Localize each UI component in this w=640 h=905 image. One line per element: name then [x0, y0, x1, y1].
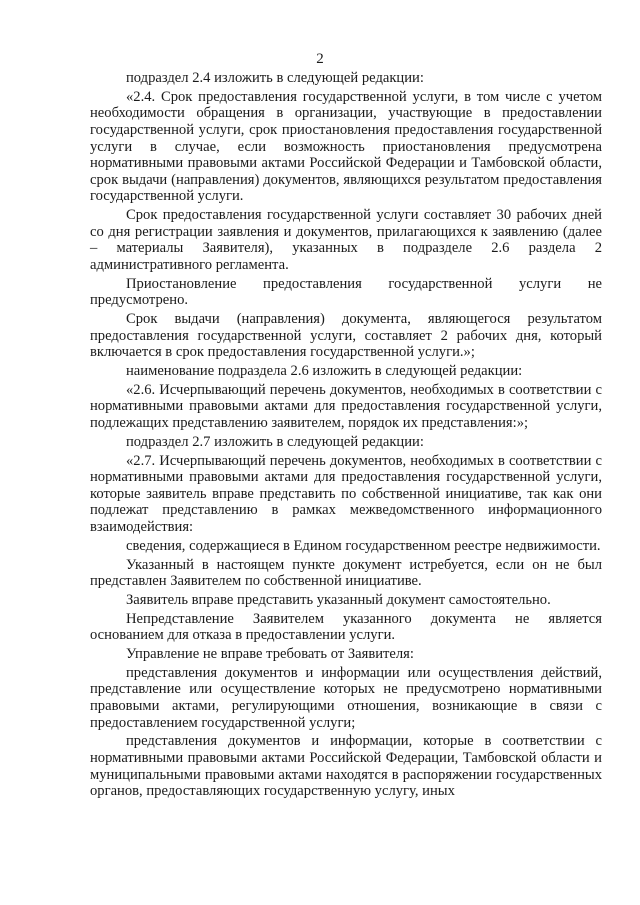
- paragraph: «2.4. Срок предоставления государственной услуги, в том числе с учетом необходимости обращения в организации, участвующие в предоставлении государственной услуги, срок приостановления предоставления государственной услуги в случае, если возможность приостановления предусмотрена нормативными правовыми актами Российской Федерации и Тамбовской области, срок выдачи (направления) документов, являющихся результатом предоставления государственной услуги.: [90, 88, 602, 205]
- document-body: [90, 70, 602, 802]
- paragraph: Срок выдачи (направления) документа, являющегося результатом предоставления государственной услуги, составляет 2 рабочих дня, который включается в срок предоставления государственной услуги.»;: [90, 311, 602, 361]
- paragraph: Управление не вправе требовать от Заявителя:: [126, 646, 414, 663]
- paragraph: представления документов и информации или осуществления действий, представление или осуществление которых не предусмотрено нормативными правовыми актами, регулирующими отношения, возникающие в связи с предоставлением государственной услуги;: [90, 664, 602, 731]
- paragraph: Приостановление предоставления государственной услуги не предусмотрено.: [90, 275, 602, 309]
- paragraph: Срок предоставления государственной услуги составляет 30 рабочих дней со дня регистрации заявления и документов, прилагающихся к заявлению (далее – материалы Заявителя), указанных в подразделе 2.6 раздела 2 административного регламента.: [90, 207, 602, 273]
- paragraph: наименование подраздела 2.6 изложить в следующей редакции:: [126, 363, 523, 380]
- paragraph: представления документов и информации, которые в соответствии с нормативными правовыми актами Российской Федерации, Тамбовской области и муниципальными правовыми актами находятся в распоряжении государственных органов, предоставляющих государственную услугу, иных: [90, 733, 602, 800]
- paragraph: подраздел 2.7 изложить в следующей редакции:: [126, 433, 424, 450]
- paragraph: сведения, содержащиеся в Едином государственном реестре недвижимости.: [126, 537, 601, 554]
- paragraph: Непредставление Заявителем указанного документа не является основанием для отказа в предоставлении услуги.: [90, 610, 602, 644]
- paragraph: Указанный в настоящем пункте документ истребуется, если он не был представлен Заявителем по собственной инициативе.: [90, 556, 602, 590]
- paragraph: Заявитель вправе представить указанный документ самостоятельно.: [126, 591, 551, 608]
- paragraph: подраздел 2.4 изложить в следующей редакции:: [126, 70, 424, 86]
- page-number: 2: [316, 51, 324, 67]
- paragraph: «2.6. Исчерпывающий перечень документов, необходимых в соответствии с нормативными правовыми актами для предоставления государственной услуги, подлежащих представлению заявителем, порядок их представления:»;: [90, 381, 602, 431]
- paragraph: «2.7. Исчерпывающий перечень документов, необходимых в соответствии с нормативными правовыми актами для предоставления государственной услуги, которые заявитель вправе представить по собственной инициативе, так как они подлежат представлению в рамках межведомственного информационного взаимодействия:: [90, 452, 602, 535]
